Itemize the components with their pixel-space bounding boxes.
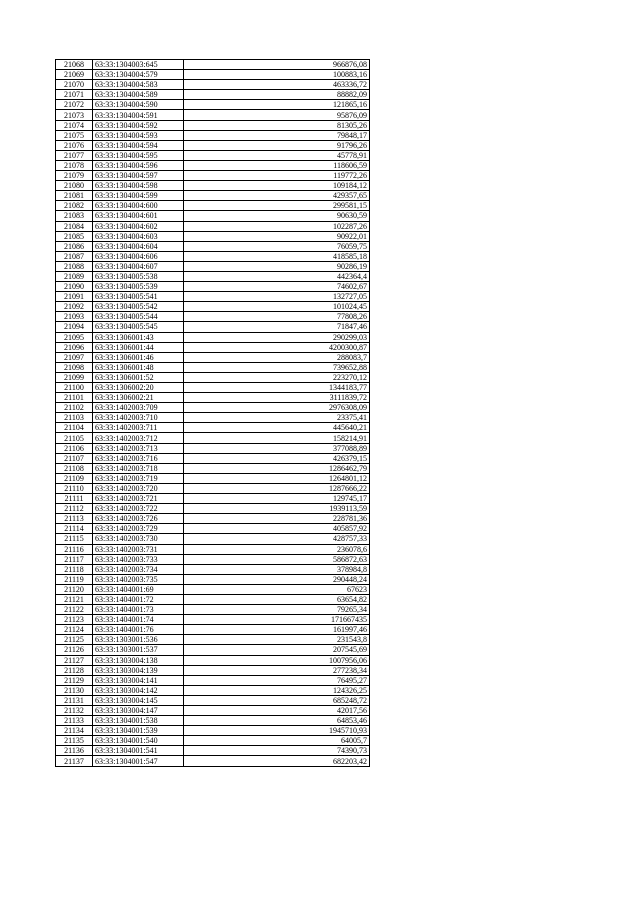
row-number-cell: 21070 <box>56 80 93 90</box>
row-number-cell: 21134 <box>56 726 93 736</box>
table-row <box>56 453 370 463</box>
table-row <box>56 403 370 413</box>
table-row <box>56 514 370 524</box>
row-number-cell: 21108 <box>56 463 93 473</box>
cadastral-number-cell: 63:33:1404001:69 <box>93 584 184 594</box>
cadastral-value-cell: 418585,18 <box>184 251 370 261</box>
cadastral-number-cell: 63:33:1304003:645 <box>93 60 184 70</box>
table-row <box>56 524 370 534</box>
table-row <box>56 615 370 625</box>
table-row <box>56 342 370 352</box>
table-row <box>56 645 370 655</box>
row-number-cell: 21106 <box>56 443 93 453</box>
cadastral-number-cell: 63:33:1304004:595 <box>93 150 184 160</box>
row-number-cell: 21112 <box>56 504 93 514</box>
table-row <box>56 231 370 241</box>
cadastral-number-cell: 63:33:1402003:722 <box>93 504 184 514</box>
cadastral-value-cell: 171667435 <box>184 615 370 625</box>
cadastral-number-cell: 63:33:1304005:545 <box>93 322 184 332</box>
row-number-cell: 21115 <box>56 534 93 544</box>
cadastral-number-cell: 63:33:1404001:74 <box>93 615 184 625</box>
cadastral-value-cell: 290299,03 <box>184 332 370 342</box>
cadastral-value-cell: 74390,73 <box>184 746 370 756</box>
row-number-cell: 21086 <box>56 241 93 251</box>
cadastral-number-cell: 63:33:1404001:76 <box>93 625 184 635</box>
cadastral-number-cell: 63:33:1304005:539 <box>93 282 184 292</box>
cadastral-value-cell: 426379,15 <box>184 453 370 463</box>
row-number-cell: 21130 <box>56 685 93 695</box>
row-number-cell: 21094 <box>56 322 93 332</box>
row-number-cell: 21079 <box>56 171 93 181</box>
row-number-cell: 21123 <box>56 615 93 625</box>
cadastral-value-cell: 101024,45 <box>184 302 370 312</box>
cadastral-number-cell: 63:33:1402003:716 <box>93 453 184 463</box>
cadastral-value-cell: 77808,26 <box>184 312 370 322</box>
cadastral-number-cell: 63:33:1303001:536 <box>93 635 184 645</box>
cadastral-number-cell: 63:33:1303004:147 <box>93 706 184 716</box>
cadastral-number-cell: 63:33:1306002:21 <box>93 393 184 403</box>
cadastral-number-cell: 63:33:1304004:591 <box>93 110 184 120</box>
row-number-cell: 21137 <box>56 756 93 766</box>
row-number-cell: 21071 <box>56 90 93 100</box>
table-row <box>56 726 370 736</box>
cadastral-value-cell: 586872,63 <box>184 554 370 564</box>
cadastral-number-cell: 63:33:1306001:52 <box>93 372 184 382</box>
table-row <box>56 534 370 544</box>
row-number-cell: 21101 <box>56 393 93 403</box>
row-number-cell: 21081 <box>56 191 93 201</box>
table-row <box>56 433 370 443</box>
cadastral-number-cell: 63:33:1304001:547 <box>93 756 184 766</box>
table-row <box>56 352 370 362</box>
cadastral-value-cell: 79265,34 <box>184 605 370 615</box>
table-row <box>56 544 370 554</box>
cadastral-value-cell: 442364,4 <box>184 271 370 281</box>
cadastral-number-cell: 63:33:1304004:606 <box>93 251 184 261</box>
table-row <box>56 554 370 564</box>
row-number-cell: 21091 <box>56 292 93 302</box>
cadastral-number-cell: 63:33:1402003:733 <box>93 554 184 564</box>
row-number-cell: 21073 <box>56 110 93 120</box>
cadastral-value-cell: 228781,36 <box>184 514 370 524</box>
cadastral-number-cell: 63:33:1304004:603 <box>93 231 184 241</box>
cadastral-value-cell: 299581,15 <box>184 201 370 211</box>
row-number-cell: 21103 <box>56 413 93 423</box>
row-number-cell: 21107 <box>56 453 93 463</box>
cadastral-value-cell: 90922,01 <box>184 231 370 241</box>
row-number-cell: 21122 <box>56 605 93 615</box>
cadastral-number-cell: 63:33:1306001:46 <box>93 352 184 362</box>
table-row <box>56 635 370 645</box>
cadastral-value-cell: 685248,72 <box>184 695 370 705</box>
row-number-cell: 21084 <box>56 221 93 231</box>
cadastral-value-cell: 88882,09 <box>184 90 370 100</box>
cadastral-value-cell: 79848,17 <box>184 130 370 140</box>
row-number-cell: 21072 <box>56 100 93 110</box>
row-number-cell: 21098 <box>56 362 93 372</box>
cadastral-number-cell: 63:33:1402003:709 <box>93 403 184 413</box>
cadastral-number-cell: 63:33:1304004:579 <box>93 70 184 80</box>
cadastral-value-cell: 739652,88 <box>184 362 370 372</box>
cadastral-number-cell: 63:33:1304004:596 <box>93 160 184 170</box>
table-row <box>56 322 370 332</box>
row-number-cell: 21093 <box>56 312 93 322</box>
cadastral-number-cell: 63:33:1304004:592 <box>93 120 184 130</box>
cadastral-number-cell: 63:33:1404001:73 <box>93 605 184 615</box>
cadastral-number-cell: 63:33:1304004:597 <box>93 171 184 181</box>
row-number-cell: 21135 <box>56 736 93 746</box>
cadastral-number-cell: 63:33:1404001:72 <box>93 594 184 604</box>
cadastral-value-cell: 231543,8 <box>184 635 370 645</box>
cadastral-number-cell: 63:33:1303004:141 <box>93 675 184 685</box>
cadastral-value-cell: 121865,16 <box>184 100 370 110</box>
table-row <box>56 605 370 615</box>
table-row <box>56 110 370 120</box>
row-number-cell: 21102 <box>56 403 93 413</box>
row-number-cell: 21099 <box>56 372 93 382</box>
table-body <box>56 60 370 767</box>
table-row <box>56 746 370 756</box>
cadastral-number-cell: 63:33:1304004:604 <box>93 241 184 251</box>
cadastral-number-cell: 63:33:1304005:541 <box>93 292 184 302</box>
cadastral-number-cell: 63:33:1304004:602 <box>93 221 184 231</box>
table-row <box>56 140 370 150</box>
row-number-cell: 21097 <box>56 352 93 362</box>
row-number-cell: 21136 <box>56 746 93 756</box>
cadastral-value-cell: 429357,65 <box>184 191 370 201</box>
cadastral-number-cell: 63:33:1402003:711 <box>93 423 184 433</box>
row-number-cell: 21074 <box>56 120 93 130</box>
table-row <box>56 383 370 393</box>
cadastral-value-cell: 1344183,77 <box>184 383 370 393</box>
row-number-cell: 21127 <box>56 655 93 665</box>
row-number-cell: 21129 <box>56 675 93 685</box>
cadastral-value-cell: 158214,91 <box>184 433 370 443</box>
table-row <box>56 584 370 594</box>
cadastral-value-cell: 124326,25 <box>184 685 370 695</box>
cadastral-value-cell: 1007956,06 <box>184 655 370 665</box>
cadastral-value-cell: 81305,26 <box>184 120 370 130</box>
row-number-cell: 21125 <box>56 635 93 645</box>
cadastral-value-cell: 1264801,12 <box>184 473 370 483</box>
table-row <box>56 695 370 705</box>
cadastral-number-cell: 63:33:1402003:734 <box>93 564 184 574</box>
cadastral-number-cell: 63:33:1402003:731 <box>93 544 184 554</box>
cadastral-value-cell: 1939113,59 <box>184 504 370 514</box>
cadastral-value-cell: 71847,46 <box>184 322 370 332</box>
cadastral-number-cell: 63:33:1304005:544 <box>93 312 184 322</box>
cadastral-value-cell: 1945710,93 <box>184 726 370 736</box>
cadastral-value-cell: 4200300,87 <box>184 342 370 352</box>
cadastral-value-cell: 67623 <box>184 584 370 594</box>
row-number-cell: 21092 <box>56 302 93 312</box>
row-number-cell: 21132 <box>56 706 93 716</box>
table-row <box>56 756 370 766</box>
table-row <box>56 271 370 281</box>
cadastral-number-cell: 63:33:1402003:719 <box>93 473 184 483</box>
cadastral-number-cell: 63:33:1402003:726 <box>93 514 184 524</box>
row-number-cell: 21124 <box>56 625 93 635</box>
cadastral-number-cell: 63:33:1304004:593 <box>93 130 184 140</box>
cadastral-value-cell: 207545,69 <box>184 645 370 655</box>
cadastral-number-cell: 63:33:1304004:590 <box>93 100 184 110</box>
table-row <box>56 655 370 665</box>
cadastral-number-cell: 63:33:1306001:48 <box>93 362 184 372</box>
cadastral-value-cell: 119772,26 <box>184 171 370 181</box>
row-number-cell: 21120 <box>56 584 93 594</box>
cadastral-value-cell: 100883,16 <box>184 70 370 80</box>
row-number-cell: 21118 <box>56 564 93 574</box>
cadastral-value-cell: 405857,92 <box>184 524 370 534</box>
table-row <box>56 463 370 473</box>
cadastral-value-cell: 64005,7 <box>184 736 370 746</box>
cadastral-number-cell: 63:33:1304005:542 <box>93 302 184 312</box>
cadastral-value-cell: 288083,7 <box>184 352 370 362</box>
cadastral-value-cell: 76059,75 <box>184 241 370 251</box>
cadastral-number-cell: 63:33:1304004:594 <box>93 140 184 150</box>
table-row <box>56 120 370 130</box>
cadastral-value-cell: 132727,05 <box>184 292 370 302</box>
cadastral-value-cell: 428757,33 <box>184 534 370 544</box>
table-row <box>56 171 370 181</box>
table-row <box>56 312 370 322</box>
cadastral-number-cell: 63:33:1303001:537 <box>93 645 184 655</box>
row-number-cell: 21085 <box>56 231 93 241</box>
table-row <box>56 221 370 231</box>
table-row <box>56 60 370 70</box>
cadastral-number-cell: 63:33:1304001:538 <box>93 716 184 726</box>
row-number-cell: 21095 <box>56 332 93 342</box>
cadastral-number-cell: 63:33:1303004:142 <box>93 685 184 695</box>
row-number-cell: 21133 <box>56 716 93 726</box>
cadastral-number-cell: 63:33:1402003:729 <box>93 524 184 534</box>
cadastral-number-cell: 63:33:1402003:712 <box>93 433 184 443</box>
cadastral-number-cell: 63:33:1304004:607 <box>93 261 184 271</box>
cadastral-number-cell: 63:33:1304001:539 <box>93 726 184 736</box>
table-row <box>56 473 370 483</box>
cadastral-value-cell: 63654,82 <box>184 594 370 604</box>
row-number-cell: 21119 <box>56 574 93 584</box>
table-row <box>56 413 370 423</box>
row-number-cell: 21090 <box>56 282 93 292</box>
row-number-cell: 21121 <box>56 594 93 604</box>
table-row <box>56 706 370 716</box>
cadastral-number-cell: 63:33:1402003:713 <box>93 443 184 453</box>
cadastral-value-cell: 109184,12 <box>184 181 370 191</box>
cadastral-value-cell: 118606,59 <box>184 160 370 170</box>
cadastral-value-cell: 223270,12 <box>184 372 370 382</box>
cadastral-number-cell: 63:33:1304004:600 <box>93 201 184 211</box>
row-number-cell: 21100 <box>56 383 93 393</box>
row-number-cell: 21083 <box>56 211 93 221</box>
table-row <box>56 70 370 80</box>
cadastral-value-cell: 42017,56 <box>184 706 370 716</box>
cadastral-value-cell: 2976308,09 <box>184 403 370 413</box>
cadastral-number-cell: 63:33:1402003:721 <box>93 494 184 504</box>
cadastral-value-cell: 161997,46 <box>184 625 370 635</box>
cadastral-value-cell: 966876,08 <box>184 60 370 70</box>
cadastral-number-cell: 63:33:1303004:138 <box>93 655 184 665</box>
row-number-cell: 21077 <box>56 150 93 160</box>
cadastral-number-cell: 63:33:1306001:44 <box>93 342 184 352</box>
row-number-cell: 21069 <box>56 70 93 80</box>
table-row <box>56 160 370 170</box>
row-number-cell: 21076 <box>56 140 93 150</box>
cadastral-value-cell: 377088,89 <box>184 443 370 453</box>
table-row <box>56 261 370 271</box>
cadastral-value-cell: 95876,09 <box>184 110 370 120</box>
table-row <box>56 685 370 695</box>
table-row <box>56 332 370 342</box>
table-row <box>56 372 370 382</box>
table-row <box>56 201 370 211</box>
table-row <box>56 443 370 453</box>
table-row <box>56 594 370 604</box>
cadastral-number-cell: 63:33:1306001:43 <box>93 332 184 342</box>
row-number-cell: 21113 <box>56 514 93 524</box>
row-number-cell: 21110 <box>56 483 93 493</box>
cadastral-number-cell: 63:33:1304004:599 <box>93 191 184 201</box>
cadastral-value-cell: 463336,72 <box>184 80 370 90</box>
cadastral-number-cell: 63:33:1303004:145 <box>93 695 184 705</box>
cadastral-number-cell: 63:33:1306002:20 <box>93 383 184 393</box>
table-row <box>56 736 370 746</box>
table-row <box>56 423 370 433</box>
table-row <box>56 150 370 160</box>
row-number-cell: 21078 <box>56 160 93 170</box>
cadastral-value-cell: 445640,21 <box>184 423 370 433</box>
cadastral-value-cell: 378984,8 <box>184 564 370 574</box>
cadastral-value-cell: 1286462,79 <box>184 463 370 473</box>
row-number-cell: 21104 <box>56 423 93 433</box>
cadastral-value-cell: 129745,17 <box>184 494 370 504</box>
cadastral-number-cell: 63:33:1402003:735 <box>93 574 184 584</box>
row-number-cell: 21109 <box>56 473 93 483</box>
row-number-cell: 21089 <box>56 271 93 281</box>
table-row <box>56 675 370 685</box>
row-number-cell: 21088 <box>56 261 93 271</box>
cadastral-number-cell: 63:33:1303004:139 <box>93 665 184 675</box>
cadastral-number-cell: 63:33:1304001:540 <box>93 736 184 746</box>
row-number-cell: 21117 <box>56 554 93 564</box>
cadastral-number-cell: 63:33:1402003:720 <box>93 483 184 493</box>
cadastral-number-cell: 63:33:1304004:589 <box>93 90 184 100</box>
cadastral-number-cell: 63:33:1304004:601 <box>93 211 184 221</box>
row-number-cell: 21126 <box>56 645 93 655</box>
cadastral-value-cell: 682203,42 <box>184 756 370 766</box>
cadastral-number-cell: 63:33:1402003:718 <box>93 463 184 473</box>
table-row <box>56 80 370 90</box>
row-number-cell: 21068 <box>56 60 93 70</box>
cadastral-value-cell: 76495,27 <box>184 675 370 685</box>
table-row <box>56 251 370 261</box>
table-row <box>56 504 370 514</box>
table-row <box>56 625 370 635</box>
table-row <box>56 90 370 100</box>
row-number-cell: 21087 <box>56 251 93 261</box>
cadastral-value-cell: 64853,46 <box>184 716 370 726</box>
row-number-cell: 21111 <box>56 494 93 504</box>
table-row <box>56 716 370 726</box>
row-number-cell: 21114 <box>56 524 93 534</box>
cadastral-number-cell: 63:33:1304004:583 <box>93 80 184 90</box>
cadastral-value-cell: 45778,91 <box>184 150 370 160</box>
table-row <box>56 100 370 110</box>
cadastral-number-cell: 63:33:1402003:710 <box>93 413 184 423</box>
table-row <box>56 665 370 675</box>
table-row <box>56 211 370 221</box>
table-row <box>56 574 370 584</box>
row-number-cell: 21128 <box>56 665 93 675</box>
row-number-cell: 21075 <box>56 130 93 140</box>
row-number-cell: 21131 <box>56 695 93 705</box>
cadastral-value-cell: 90286,19 <box>184 261 370 271</box>
cadastral-value-cell: 3111839,72 <box>184 393 370 403</box>
table-row <box>56 130 370 140</box>
table-row <box>56 393 370 403</box>
row-number-cell: 21080 <box>56 181 93 191</box>
table-row <box>56 282 370 292</box>
table-row <box>56 362 370 372</box>
parcel-table <box>55 59 370 767</box>
cadastral-value-cell: 290448,24 <box>184 574 370 584</box>
cadastral-value-cell: 90630,59 <box>184 211 370 221</box>
table-row <box>56 241 370 251</box>
row-number-cell: 21105 <box>56 433 93 443</box>
cadastral-value-cell: 74602,67 <box>184 282 370 292</box>
cadastral-number-cell: 63:33:1304001:541 <box>93 746 184 756</box>
row-number-cell: 21096 <box>56 342 93 352</box>
table-row <box>56 564 370 574</box>
table-row <box>56 302 370 312</box>
cadastral-value-cell: 277238,34 <box>184 665 370 675</box>
table-row <box>56 483 370 493</box>
cadastral-number-cell: 63:33:1304005:538 <box>93 271 184 281</box>
cadastral-value-cell: 102287,26 <box>184 221 370 231</box>
table-row <box>56 181 370 191</box>
row-number-cell: 21082 <box>56 201 93 211</box>
table-row <box>56 494 370 504</box>
table-row <box>56 191 370 201</box>
cadastral-number-cell: 63:33:1402003:730 <box>93 534 184 544</box>
cadastral-value-cell: 236078,6 <box>184 544 370 554</box>
table-row <box>56 292 370 302</box>
cadastral-value-cell: 1287666,22 <box>184 483 370 493</box>
cadastral-number-cell: 63:33:1304004:598 <box>93 181 184 191</box>
cadastral-value-cell: 23375,41 <box>184 413 370 423</box>
row-number-cell: 21116 <box>56 544 93 554</box>
cadastral-value-cell: 91796,26 <box>184 140 370 150</box>
